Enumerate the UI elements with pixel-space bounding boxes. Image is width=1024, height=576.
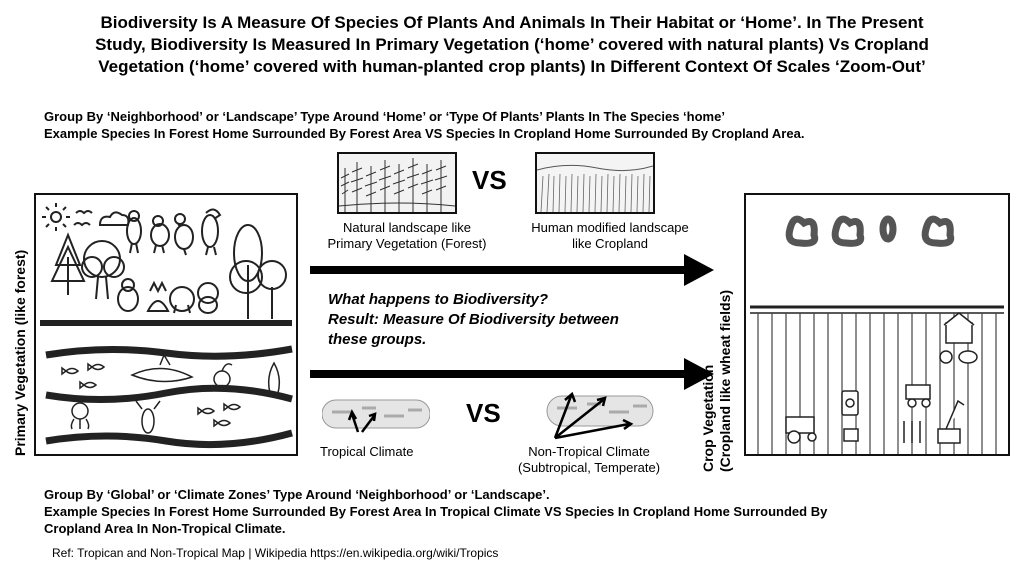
tropical-map xyxy=(322,392,430,436)
group1-line-1: Group By ‘Neighborhood’ or ‘Landscape’ Type Around ‘Home’ or ‘Type Of Plants’ Plants In The Species ‘home’ xyxy=(44,109,725,124)
group2-line-2: Example Species In Forest Home Surrounded By Forest Area In Tropical Climate VS Species In Cropland Home Surrounded By xyxy=(44,504,828,519)
question-line-2: Result: Measure Of Biodiversity between xyxy=(328,311,619,328)
chicken-icon xyxy=(940,351,952,363)
human-caption xyxy=(510,220,710,252)
cropland-landscape-image xyxy=(535,152,655,214)
hamster-icon xyxy=(118,279,138,311)
cloud-icon xyxy=(789,219,815,243)
right-label-line-1: Crop Vegetation xyxy=(700,364,716,472)
human-caption-line-2: like Cropland xyxy=(572,236,648,251)
tractor-icon xyxy=(786,417,816,443)
group2-line-3: Cropland Area In Non-Tropical Climate. xyxy=(44,521,286,536)
wheat-icon xyxy=(904,421,920,443)
forest-landscape-image xyxy=(337,152,457,214)
reference-link[interactable]: Ref: Tropican and Non-Tropical Map | Wikipedia https://en.wikipedia.org/wiki/Tropics xyxy=(52,546,499,560)
fish-icon xyxy=(62,368,78,374)
sun-icon xyxy=(42,203,70,231)
seed-bag-icon xyxy=(844,429,858,441)
left-panel-label: Primary Vegetation (like forest) xyxy=(12,249,28,456)
group2-text xyxy=(44,486,1004,537)
barn-icon xyxy=(944,313,974,343)
octopus-icon xyxy=(71,403,88,429)
question-line-3: these groups. xyxy=(328,331,427,348)
shark-icon xyxy=(132,355,192,382)
pigeon-icon xyxy=(151,216,169,253)
pine-tree-icon xyxy=(52,235,84,295)
main-title xyxy=(20,12,1004,78)
nontropical-caption-line-1: Non-Tropical Climate xyxy=(528,444,650,459)
natural-caption-line-1: Natural landscape like xyxy=(343,220,471,235)
round-tree-icon xyxy=(230,261,286,319)
toucan-icon xyxy=(202,209,220,255)
cow-icon xyxy=(959,351,977,363)
title-line-2: Study, Biodiversity Is Measured In Primary Vegetation (‘home’ covered with natural plants) Vs Cropland xyxy=(95,35,929,54)
duck-icon xyxy=(175,214,193,255)
lobster-icon xyxy=(136,401,160,433)
human-caption-line-1: Human modified landscape xyxy=(531,220,689,235)
fox-icon xyxy=(148,283,168,311)
title-line-3: Vegetation (‘home’ covered with human-planted crop plants) In Different Context Of Scales ‘Zoom-Out’ xyxy=(98,57,926,76)
vs-top: VS xyxy=(472,165,507,195)
natural-caption xyxy=(312,220,502,252)
stump-axe-icon xyxy=(938,401,964,443)
group2-line-1: Group By ‘Global’ or ‘Climate Zones’ Type Around ‘Neighborhood’ or ‘Landscape’. xyxy=(44,487,550,502)
lion-icon xyxy=(198,283,218,313)
nontropical-caption-line-2: (Subtropical, Temperate) xyxy=(517,460,661,475)
oak-tree-icon xyxy=(82,241,124,299)
seal-icon xyxy=(269,363,280,393)
natural-caption-line-2: Primary Vegetation (Forest) xyxy=(327,236,487,251)
sprayer-icon xyxy=(842,391,858,415)
group1-line-2: Example Species In Forest Home Surrounded By Forest Area VS Species In Cropland Home Surrounded By Cropland Area. xyxy=(44,126,805,141)
harvester-icon xyxy=(906,385,930,407)
right-label-line-2: (Cropland like wheat fields) xyxy=(717,289,733,472)
question-text xyxy=(328,290,688,350)
tropical-caption: Tropical Climate xyxy=(320,444,414,459)
vs-bottom: VS xyxy=(466,398,501,428)
crop-vegetation-panel xyxy=(744,193,1010,456)
nontropical-map xyxy=(545,384,655,440)
arrow-top xyxy=(310,252,716,288)
cloud-icon xyxy=(100,212,128,225)
right-panel-label xyxy=(700,290,734,472)
title-line-1: Biodiversity Is A Measure Of Species Of Plants And Animals In Their Habitat or ‘Home’. In The Present xyxy=(100,13,924,32)
parrot-icon xyxy=(127,211,141,253)
bird-icon xyxy=(76,211,92,213)
anglerfish-icon xyxy=(214,364,232,387)
elephant-icon xyxy=(170,287,194,313)
primary-vegetation-panel xyxy=(34,193,298,456)
arrow-bottom xyxy=(310,356,716,392)
group1-text xyxy=(44,108,1004,142)
nontropical-caption xyxy=(494,444,684,476)
question-line-1: What happens to Biodiversity? xyxy=(328,291,549,308)
